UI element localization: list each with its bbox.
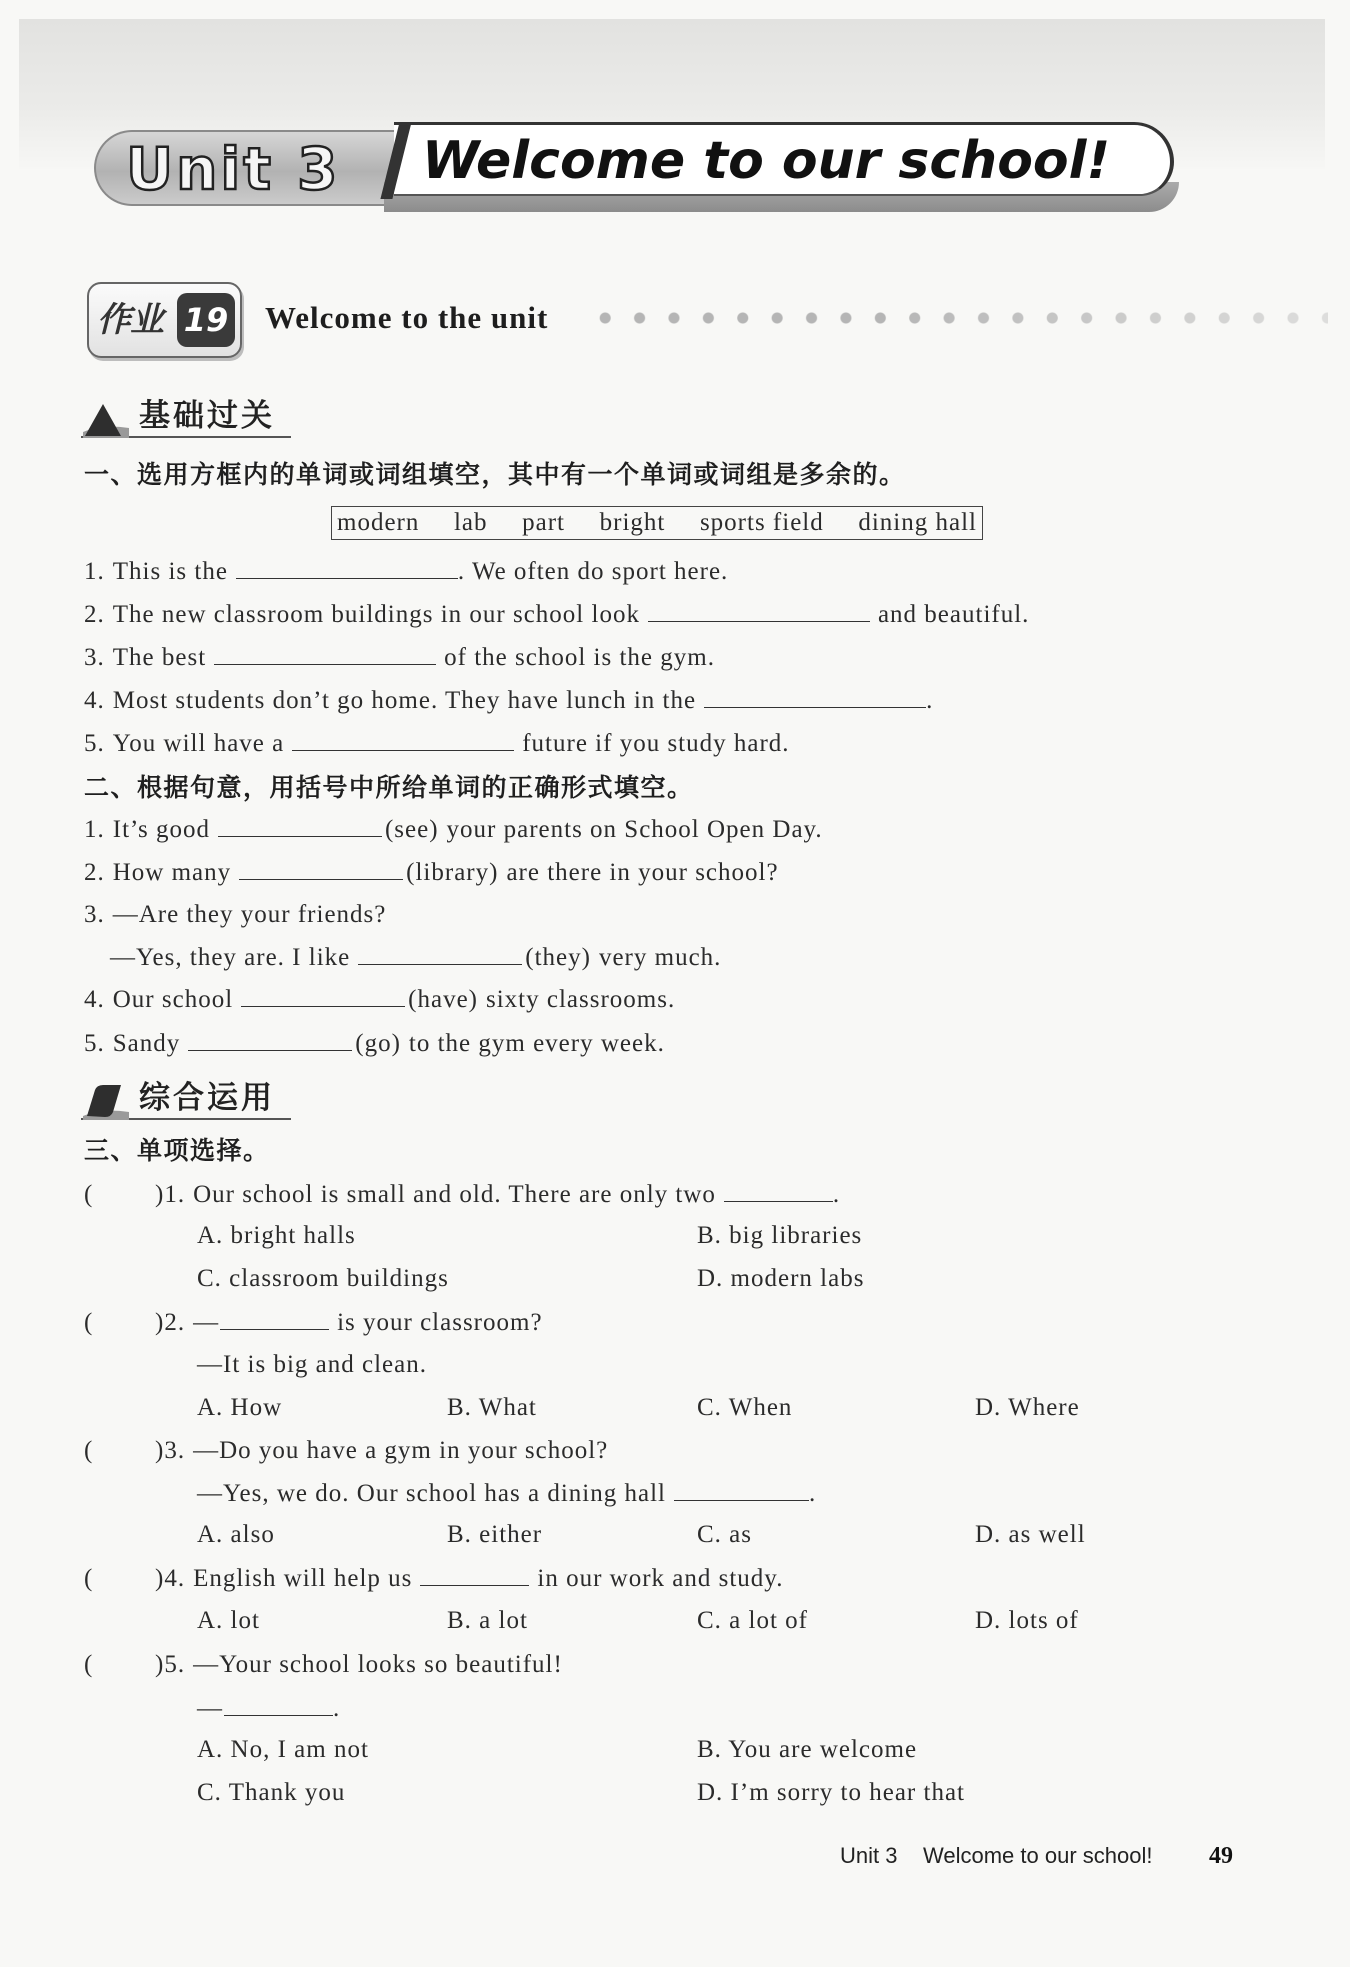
question-text: — bbox=[193, 1309, 220, 1336]
item-text: are there in your school? bbox=[506, 859, 779, 886]
choice-question bbox=[84, 1649, 563, 1681]
word-bank-item: dining hall bbox=[858, 509, 977, 536]
dotted-leader bbox=[588, 311, 1328, 325]
answer-blank bbox=[292, 731, 514, 751]
answer-paren-close: ) bbox=[155, 1651, 165, 1678]
option-b: B. big libraries bbox=[697, 1222, 863, 1249]
word-hint: (they) bbox=[525, 944, 591, 971]
fill-item bbox=[84, 685, 933, 717]
option-a: A. No, I am not bbox=[197, 1736, 369, 1763]
answer-paren-close: ) bbox=[155, 1437, 165, 1464]
answer-blank bbox=[214, 645, 436, 665]
option-c: C. When bbox=[697, 1394, 793, 1421]
item-number: 3. bbox=[84, 644, 105, 671]
choice-question bbox=[84, 1307, 543, 1339]
answer-blank bbox=[218, 817, 382, 837]
question-reply: —It is big and clean. bbox=[197, 1351, 427, 1378]
section-title: 综合运用 bbox=[139, 1080, 275, 1116]
item-text: . bbox=[926, 687, 934, 714]
item-text: You will have a bbox=[112, 730, 285, 757]
answer-paren-close: ) bbox=[155, 1309, 165, 1336]
answer-paren-open: ( bbox=[84, 1565, 94, 1592]
item-text: future if you study hard. bbox=[522, 730, 790, 757]
option-d: D. lots of bbox=[975, 1607, 1079, 1634]
fill-item bbox=[84, 642, 715, 674]
option-c: C. classroom buildings bbox=[197, 1265, 449, 1292]
question-text: is your classroom? bbox=[337, 1309, 543, 1336]
options-row bbox=[0, 1519, 1350, 1551]
word-hint: (have) bbox=[408, 986, 478, 1013]
word-bank-item: lab bbox=[453, 509, 488, 536]
answer-blank bbox=[239, 860, 403, 880]
option-c: C. Thank you bbox=[197, 1779, 346, 1806]
question-text: — bbox=[197, 1695, 223, 1722]
answer-blank bbox=[241, 987, 405, 1007]
footer-unit: Unit 3 bbox=[840, 1843, 898, 1868]
question-text: . bbox=[832, 1181, 841, 1208]
item-number: 4. bbox=[84, 986, 105, 1013]
word-bank-box bbox=[331, 506, 983, 540]
answer-blank bbox=[236, 559, 458, 579]
word-bank-item: modern bbox=[337, 509, 420, 536]
options-row bbox=[0, 1220, 1350, 1252]
answer-paren-close: ) bbox=[155, 1565, 165, 1592]
answer-blank bbox=[224, 1696, 333, 1716]
word-form-item bbox=[84, 984, 675, 1016]
answer-paren-open: ( bbox=[84, 1651, 94, 1678]
options-row bbox=[0, 1777, 1350, 1809]
option-a: A. also bbox=[197, 1521, 275, 1548]
word-hint: (go) bbox=[355, 1030, 401, 1057]
options-row bbox=[0, 1392, 1350, 1424]
option-d: D. modern labs bbox=[697, 1265, 865, 1292]
question-text: in our work and study. bbox=[537, 1565, 784, 1592]
item-text: very much. bbox=[598, 944, 722, 971]
word-bank-item: bright bbox=[599, 509, 666, 536]
item-text: How many bbox=[112, 859, 232, 886]
answer-blank bbox=[674, 1481, 809, 1501]
word-form-item bbox=[84, 857, 779, 889]
answer-blank bbox=[220, 1310, 329, 1330]
question-text: Our school is small and old. There are only two bbox=[193, 1181, 716, 1208]
answer-blank bbox=[648, 602, 870, 622]
option-a: A. How bbox=[197, 1394, 283, 1421]
fill-item bbox=[84, 728, 790, 760]
unit-title: Welcome to our school! bbox=[422, 131, 1111, 191]
homework-badge bbox=[87, 282, 242, 358]
instruction-part3: 三、单项选择。 bbox=[84, 1136, 270, 1165]
answer-blank bbox=[704, 688, 926, 708]
answer-paren-open: ( bbox=[84, 1309, 94, 1336]
options-row bbox=[0, 1734, 1350, 1766]
item-text: Our school bbox=[112, 986, 234, 1013]
option-a: A. lot bbox=[197, 1607, 260, 1634]
page-number: 49 bbox=[1209, 1843, 1233, 1869]
question-number: 5. bbox=[164, 1651, 186, 1678]
question-number: 2. bbox=[164, 1309, 186, 1336]
unit-title-box bbox=[394, 122, 1174, 196]
item-number: 4. bbox=[84, 687, 105, 714]
option-b: B. a lot bbox=[447, 1607, 528, 1634]
answer-paren-open: ( bbox=[84, 1437, 94, 1464]
item-text: The best bbox=[112, 644, 207, 671]
choice-question bbox=[84, 1563, 783, 1595]
word-hint: (see) bbox=[384, 816, 439, 843]
answer-blank bbox=[188, 1031, 352, 1051]
unit-banner bbox=[94, 122, 1179, 218]
option-c: C. a lot of bbox=[697, 1607, 808, 1634]
option-d: D. I’m sorry to hear that bbox=[697, 1779, 965, 1806]
item-text: your parents on School Open Day. bbox=[446, 816, 823, 843]
word-form-item-reply bbox=[110, 942, 721, 974]
question-text: —Yes, we do. Our school has a dining hall bbox=[197, 1480, 666, 1507]
option-d: D. as well bbox=[975, 1521, 1086, 1548]
answer-blank bbox=[420, 1566, 529, 1586]
question-text: . bbox=[333, 1695, 341, 1722]
item-text: It’s good bbox=[112, 816, 210, 843]
footer-title: Welcome to our school! bbox=[923, 1843, 1153, 1868]
option-b: B. What bbox=[447, 1394, 537, 1421]
item-text: and beautiful. bbox=[877, 601, 1030, 628]
instruction-part1: 一、选用方框内的单词或词组填空，其中有一个单词或词组是多余的。 bbox=[84, 460, 906, 489]
option-c: C. as bbox=[697, 1521, 752, 1548]
item-number: 1. bbox=[84, 816, 105, 843]
options-row bbox=[0, 1605, 1350, 1637]
option-b: B. You are welcome bbox=[697, 1736, 918, 1763]
item-number: 1. bbox=[84, 558, 105, 585]
item-text: Most students don’t go home. They have lunch in the bbox=[112, 687, 697, 714]
answer-paren-open: ( bbox=[84, 1181, 94, 1208]
badge-number: 19 bbox=[177, 293, 235, 347]
answer-blank bbox=[724, 1182, 833, 1202]
question-text: —Do you have a gym in your school? bbox=[193, 1437, 609, 1464]
word-form-item bbox=[84, 1028, 665, 1060]
option-b: B. either bbox=[447, 1521, 543, 1548]
item-number: 2. bbox=[84, 601, 105, 628]
triangle-icon bbox=[81, 398, 131, 438]
item-number: 5. bbox=[84, 730, 105, 757]
option-d: D. Where bbox=[975, 1394, 1080, 1421]
options-row bbox=[0, 1263, 1350, 1295]
lesson-title: Welcome to the unit bbox=[265, 300, 549, 335]
unit-label: Unit 3 bbox=[126, 135, 341, 203]
question-number: 4. bbox=[164, 1565, 186, 1592]
item-text: . We often do sport here. bbox=[457, 558, 729, 585]
word-bank-item: part bbox=[522, 509, 566, 536]
section-heading-comprehensive bbox=[81, 1078, 291, 1120]
word-bank-item: sports field bbox=[699, 509, 824, 536]
item-text: Sandy bbox=[112, 1030, 181, 1057]
question-reply bbox=[197, 1478, 816, 1510]
question-text: . bbox=[808, 1480, 817, 1507]
item-number: 5. bbox=[84, 1030, 105, 1057]
item-text: The new classroom buildings in our school look bbox=[112, 601, 640, 628]
question-number: 1. bbox=[164, 1181, 186, 1208]
badge-label: 作业 bbox=[97, 300, 163, 340]
item-text: —Are they your friends? bbox=[112, 901, 387, 928]
word-form-item bbox=[84, 814, 823, 846]
item-text: —Yes, they are. I like bbox=[110, 944, 351, 971]
question-text: English will help us bbox=[193, 1565, 413, 1592]
fill-item bbox=[84, 599, 1029, 631]
question-reply bbox=[197, 1693, 340, 1725]
answer-blank bbox=[358, 945, 522, 965]
word-form-item bbox=[84, 899, 386, 931]
word-hint: (library) bbox=[406, 859, 499, 886]
choice-question bbox=[84, 1435, 608, 1467]
instruction-part2: 二、根据句意，用括号中所给单词的正确形式填空。 bbox=[84, 773, 694, 802]
section-title: 基础过关 bbox=[139, 398, 275, 434]
question-text: —Your school looks so beautiful! bbox=[193, 1651, 563, 1678]
answer-paren-close: ) bbox=[155, 1181, 165, 1208]
item-text: of the school is the gym. bbox=[444, 644, 715, 671]
item-text: sixty classrooms. bbox=[486, 986, 676, 1013]
option-a: A. bright halls bbox=[197, 1222, 356, 1249]
fill-item bbox=[84, 556, 728, 588]
question-number: 3. bbox=[164, 1437, 186, 1464]
section-heading-basic bbox=[81, 396, 291, 438]
unit-label-box bbox=[94, 130, 424, 206]
item-text: This is the bbox=[112, 558, 228, 585]
item-text: to the gym every week. bbox=[408, 1030, 665, 1057]
item-number: 3. bbox=[84, 901, 105, 928]
leaf-icon bbox=[81, 1080, 131, 1120]
choice-question bbox=[84, 1179, 840, 1211]
item-number: 2. bbox=[84, 859, 105, 886]
